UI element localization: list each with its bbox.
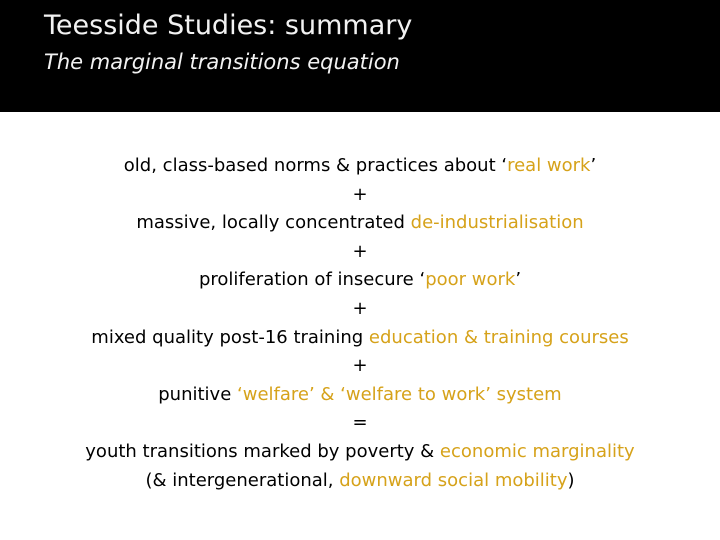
line-text: = [352, 412, 368, 434]
highlighted-term: ‘welfare’ & ‘welfare to work’ system [237, 383, 562, 405]
equation-body [0, 152, 720, 495]
equation-line [0, 381, 720, 410]
line-text: proliferation of insecure ‘ [198, 269, 426, 291]
equation-line [0, 324, 720, 353]
highlighted-term: education & training courses [368, 326, 629, 348]
slide-subtitle: The marginal transitions equation [44, 50, 400, 74]
line-text: ) [567, 469, 575, 491]
line-text: + [352, 297, 368, 319]
slide-header [0, 0, 720, 112]
equation-line [0, 438, 720, 467]
equation-line [0, 209, 720, 238]
operator-line [0, 409, 720, 438]
highlighted-term: de-industrialisation [410, 212, 584, 234]
line-text: youth transitions marked by poverty & [85, 440, 440, 462]
line-text: + [352, 355, 368, 377]
highlighted-term: downward social mobility [339, 469, 568, 491]
line-text: massive, locally concentrated [136, 212, 411, 234]
equation-line [0, 266, 720, 295]
operator-line [0, 181, 720, 210]
highlighted-term: economic marginality [439, 440, 635, 462]
line-text: + [352, 240, 368, 262]
line-text: mixed quality post-16 training [91, 326, 369, 348]
equation-line [0, 467, 720, 496]
highlighted-term: poor work [425, 269, 516, 291]
line-text: + [352, 183, 368, 205]
line-text: old, class-based norms & practices about ‘ [123, 155, 508, 176]
line-text: ’ [590, 155, 597, 176]
operator-line [0, 238, 720, 267]
slide-title: Teesside Studies: summary [44, 10, 413, 41]
equation-line [0, 152, 720, 181]
operator-line [0, 352, 720, 381]
line-text: (& intergenerational, [145, 469, 340, 491]
line-text: punitive [158, 383, 237, 405]
line-text: ’ [515, 269, 522, 291]
operator-line [0, 295, 720, 324]
highlighted-term: real work [507, 155, 591, 176]
